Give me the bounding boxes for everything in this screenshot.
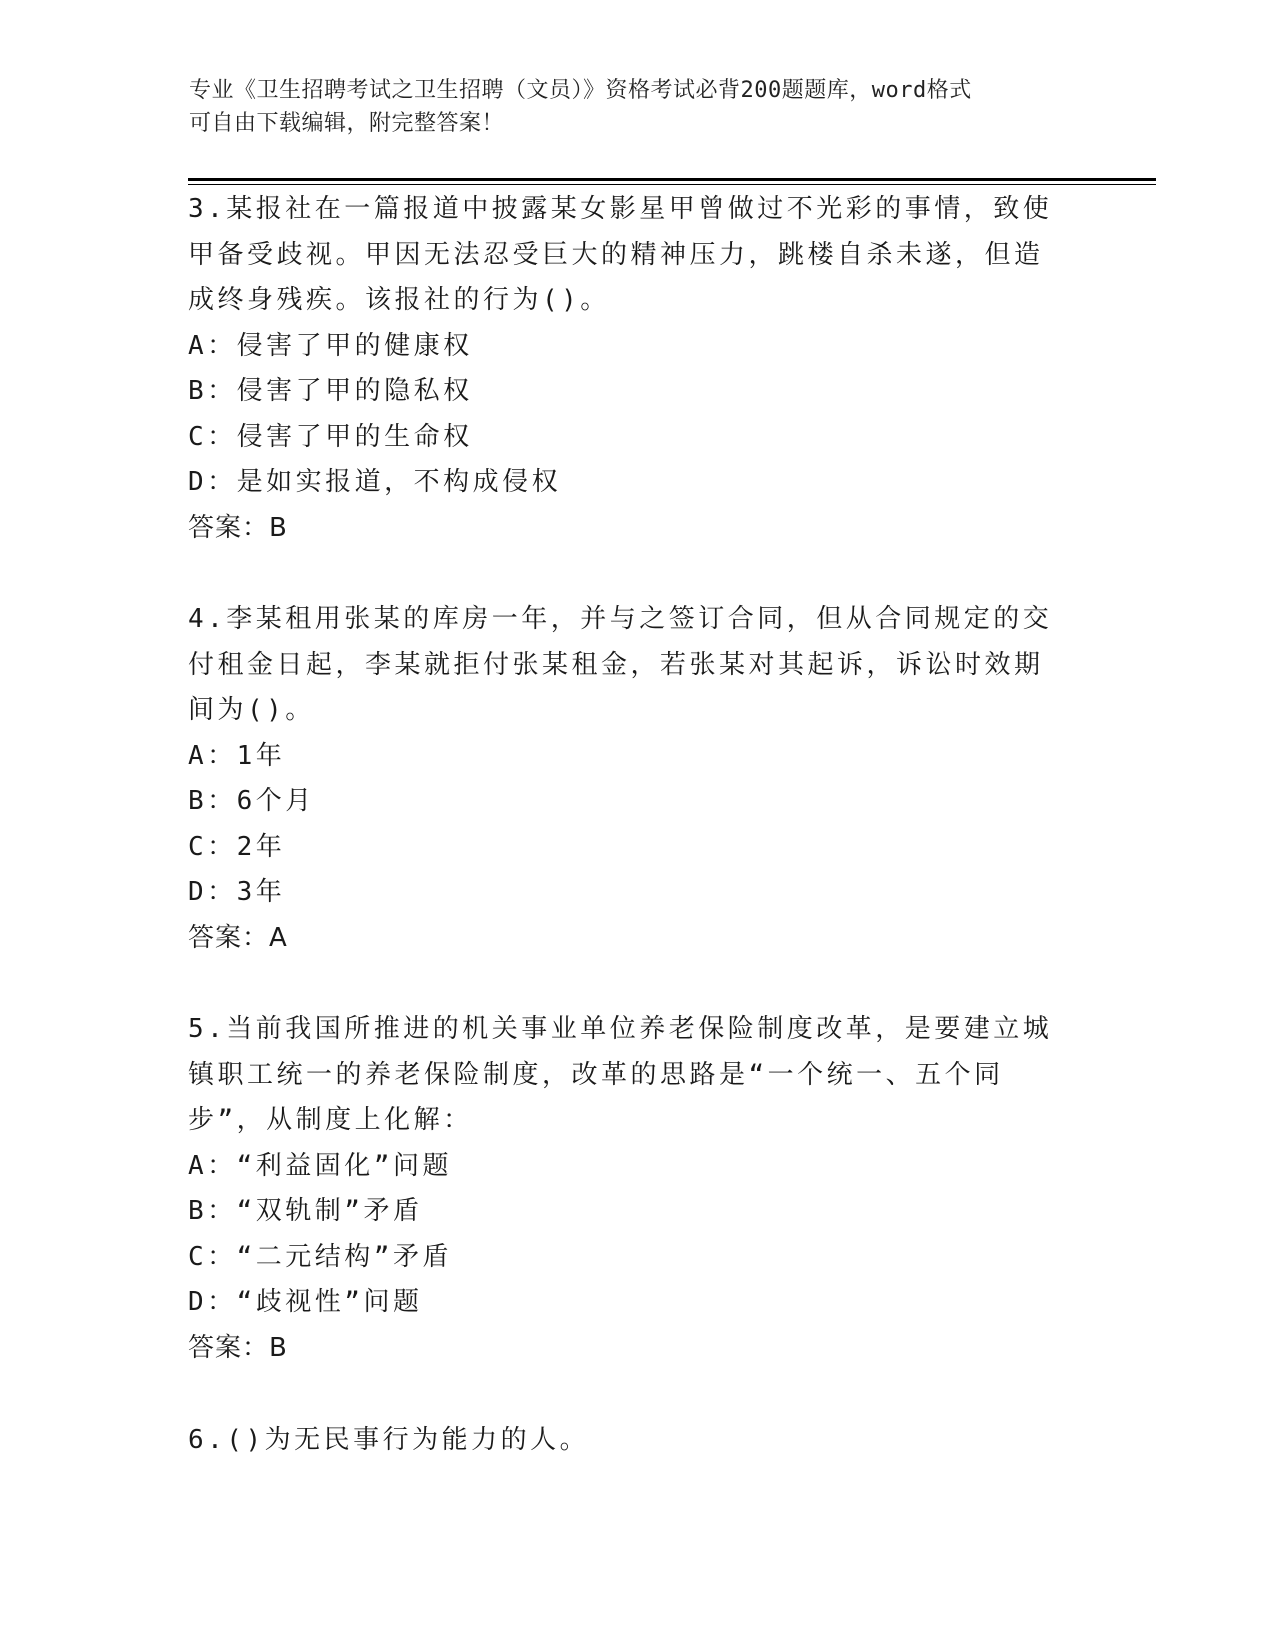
answer-label: 答案：B [188, 1332, 288, 1363]
option-b: B：6个月 [188, 786, 315, 816]
option-a: A：侵害了甲的健康权 [188, 330, 473, 361]
question-6 [188, 1418, 1068, 1464]
question-3 [188, 187, 1068, 551]
header-divider-thin [188, 184, 1156, 185]
question-stem: 6.()为无民事行为能力的人。 [188, 1425, 590, 1455]
question-5 [188, 1007, 1068, 1371]
option-d: D：是如实报道，不构成侵权 [188, 467, 562, 497]
option-c: C：2年 [188, 831, 286, 862]
option-a: A：“利益固化”问题 [188, 1150, 452, 1181]
header-line-2: 可自由下载编辑，附完整答案！ [189, 111, 505, 136]
question-stem: 4.李某租用张某的库房一年，并与之签订合同，但从合同规定的交付租金日起，李某就拒付张某租金，若张某对其起诉，诉讼时效期间为()。 [188, 604, 1053, 725]
option-d: D：“歧视性”问题 [188, 1287, 423, 1317]
header-line-1: 专业《卫生招聘考试之卫生招聘（文员）》资格考试必背200题题库，word格式 [189, 78, 972, 103]
question-stem: 5.当前我国所推进的机关事业单位养老保险制度改革，是要建立城镇职工统一的养老保险制度，改革的思路是“一个统一、五个同步”，从制度上化解： [188, 1014, 1053, 1135]
option-d: D：3年 [188, 877, 286, 907]
question-4 [188, 597, 1068, 961]
option-a: A：1年 [188, 740, 286, 771]
option-c: C：“二元结构”矛盾 [188, 1241, 452, 1272]
option-b: B：侵害了甲的隐私权 [188, 376, 473, 406]
option-c: C：侵害了甲的生命权 [188, 421, 473, 452]
answer-label: 答案：B [188, 512, 288, 543]
answer-label: 答案：A [188, 922, 288, 953]
option-b: B：“双轨制”矛盾 [188, 1196, 423, 1226]
question-stem: 3.某报社在一篇报道中披露某女影星甲曾做过不光彩的事情，致使甲备受歧视。甲因无法忍受巨大的精神压力，跳楼自杀未遂，但造成终身残疾。该报社的行为()。 [188, 194, 1053, 315]
document-header [189, 74, 1069, 140]
header-divider-thick [188, 178, 1156, 181]
